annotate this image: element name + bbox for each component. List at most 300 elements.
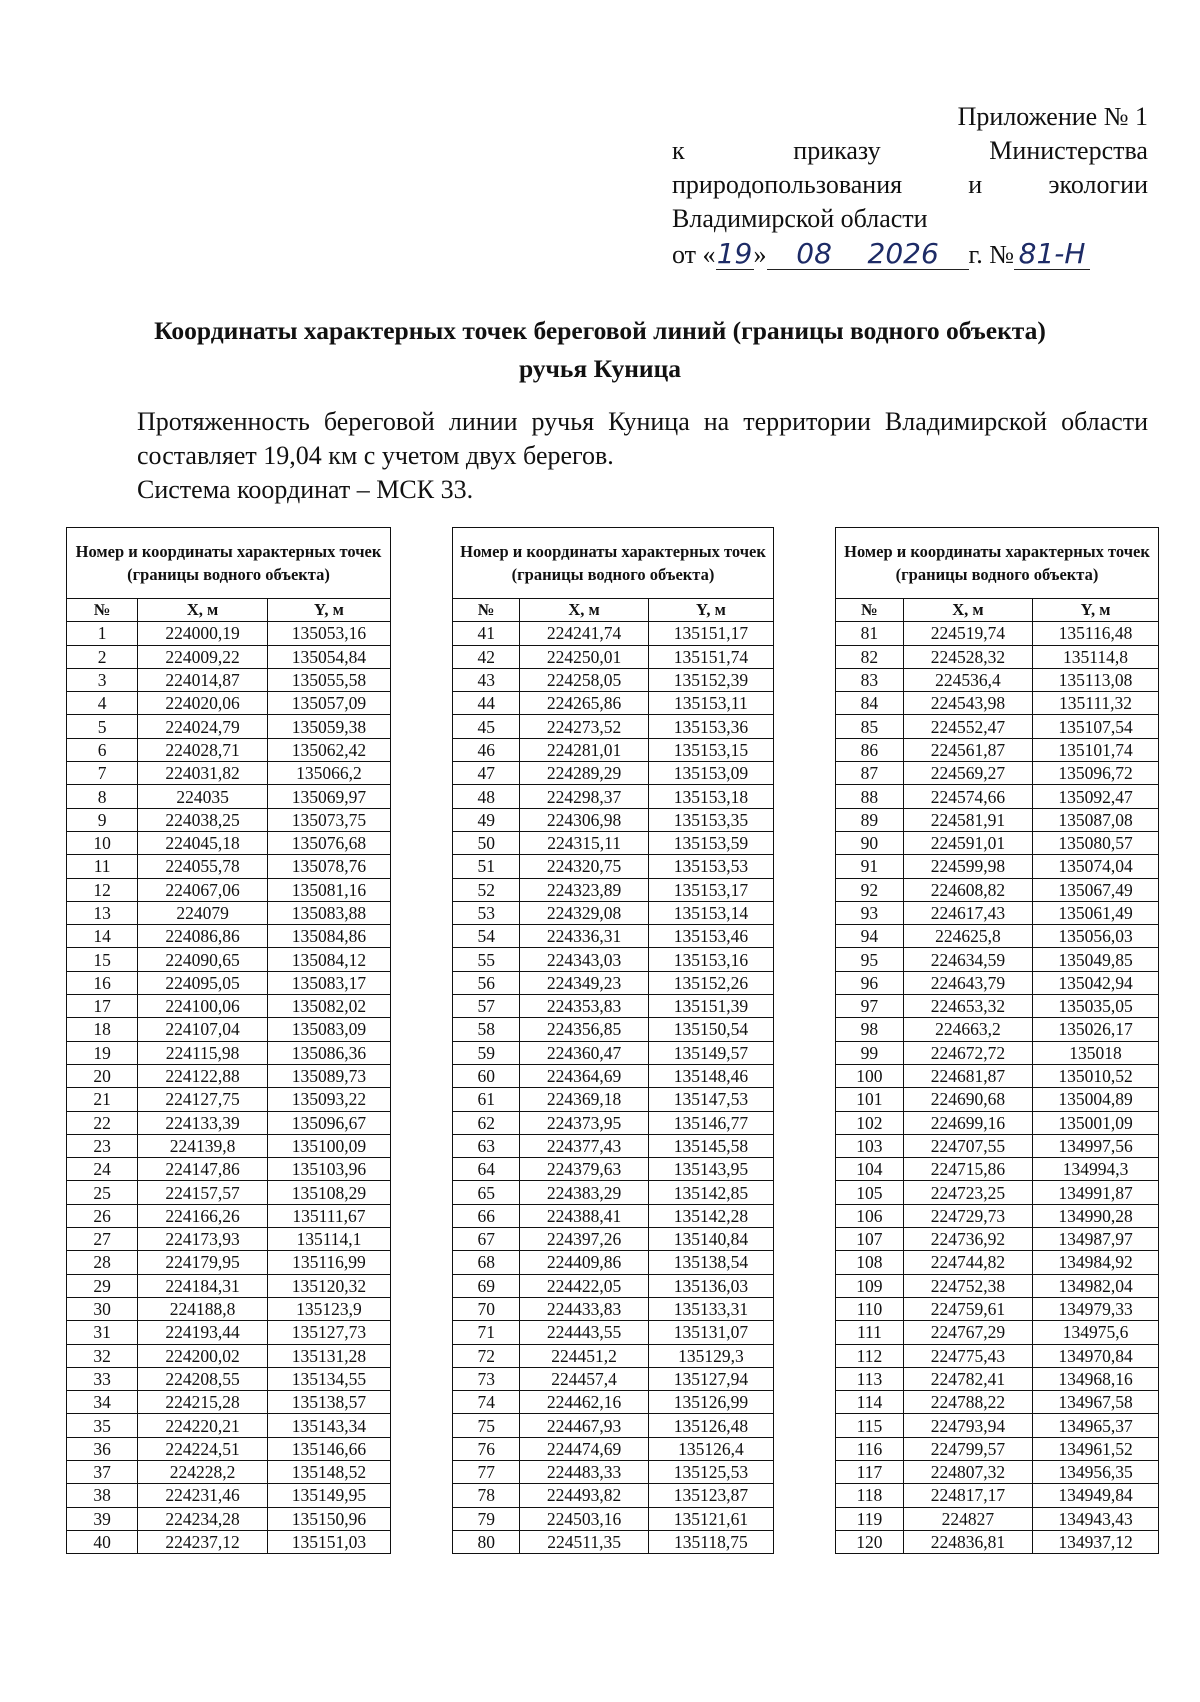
y-coordinate-cell: 135151,03 [267, 1530, 390, 1553]
table-row [67, 878, 391, 901]
x-coordinate-cell: 224377,43 [520, 1134, 648, 1157]
y-coordinate-cell: 135153,36 [648, 715, 773, 738]
y-coordinate-cell: 135123,87 [648, 1484, 773, 1507]
x-coordinate-cell: 224561,87 [903, 738, 1032, 761]
table-row [836, 808, 1159, 831]
y-coordinate-cell: 135082,02 [267, 995, 390, 1018]
table-row [67, 1484, 391, 1507]
point-number-cell: 36 [67, 1437, 138, 1460]
point-number-cell: 96 [836, 971, 904, 994]
coordinates-table-1 [66, 527, 391, 1554]
order-number-handwritten: 81-Н [1014, 239, 1090, 270]
y-coordinate-cell: 135111,32 [1033, 692, 1159, 715]
x-coordinate-cell: 224234,28 [138, 1507, 268, 1530]
x-coordinate-cell: 224775,43 [903, 1344, 1032, 1367]
y-coordinate-cell: 135054,84 [267, 645, 390, 668]
point-number-cell: 4 [67, 692, 138, 715]
appendix-label: Приложение № 1 [957, 102, 1148, 131]
table-row [67, 1530, 391, 1553]
x-coordinate-cell: 224184,31 [138, 1274, 268, 1297]
point-number-cell: 75 [453, 1414, 520, 1437]
title-line-2: ручья Куница [518, 354, 682, 383]
point-number-cell: 3 [67, 668, 138, 691]
column-x-header: X, м [138, 599, 268, 622]
table-row [453, 1344, 774, 1367]
y-coordinate-cell: 135084,86 [267, 925, 390, 948]
table-row [836, 1134, 1159, 1157]
y-coordinate-cell: 135127,94 [648, 1367, 773, 1390]
order-year: 2026 [867, 237, 939, 270]
point-number-cell: 65 [453, 1181, 520, 1204]
point-number-cell: 7 [67, 762, 138, 785]
x-coordinate-cell: 224127,75 [138, 1088, 268, 1111]
column-y-header: Y, м [648, 599, 773, 622]
x-coordinate-cell: 224215,28 [138, 1391, 268, 1414]
x-coordinate-cell: 224356,85 [520, 1018, 648, 1041]
y-coordinate-cell: 135151,17 [648, 622, 773, 645]
x-coordinate-cell: 224608,82 [903, 878, 1032, 901]
table-row [836, 1064, 1159, 1087]
point-number-cell: 39 [67, 1507, 138, 1530]
point-number-cell: 74 [453, 1391, 520, 1414]
point-number-cell: 107 [836, 1228, 904, 1251]
point-number-cell: 22 [67, 1111, 138, 1134]
point-number-cell: 119 [836, 1507, 904, 1530]
point-number-cell: 66 [453, 1204, 520, 1227]
column-x-header: X, м [903, 599, 1032, 622]
point-number-cell: 87 [836, 762, 904, 785]
y-coordinate-cell: 135136,03 [648, 1274, 773, 1297]
y-coordinate-cell: 135073,75 [267, 808, 390, 831]
point-number-cell: 10 [67, 831, 138, 854]
x-coordinate-cell: 224095,05 [138, 971, 268, 994]
point-number-cell: 98 [836, 1018, 904, 1041]
table-row [836, 1297, 1159, 1320]
y-coordinate-cell: 134994,3 [1033, 1158, 1159, 1181]
y-coordinate-cell: 135146,77 [648, 1111, 773, 1134]
description-text: Протяженность береговой линии ручья Куница на территории Владимирской области составляет 19,04 км с учетом двух берегов. [137, 407, 1148, 470]
x-coordinate-cell: 224729,73 [903, 1204, 1032, 1227]
appendix-word: приказу [793, 136, 881, 165]
x-coordinate-cell: 224157,57 [138, 1181, 268, 1204]
table-row [67, 971, 391, 994]
table-row [453, 1181, 774, 1204]
table-row [836, 785, 1159, 808]
table-row [453, 855, 774, 878]
y-coordinate-cell: 135153,09 [648, 762, 773, 785]
x-coordinate-cell: 224228,2 [138, 1460, 268, 1483]
x-coordinate-cell: 224457,4 [520, 1367, 648, 1390]
y-coordinate-cell: 135143,95 [648, 1158, 773, 1181]
x-coordinate-cell: 224591,01 [903, 831, 1032, 854]
x-coordinate-cell: 224115,98 [138, 1041, 268, 1064]
table-row [836, 831, 1159, 854]
x-coordinate-cell: 224122,88 [138, 1064, 268, 1087]
x-coordinate-cell: 224349,23 [520, 971, 648, 994]
x-coordinate-cell: 224265,86 [520, 692, 648, 715]
y-coordinate-cell: 135001,09 [1033, 1111, 1159, 1134]
table-row [836, 1158, 1159, 1181]
y-coordinate-cell: 134968,16 [1033, 1367, 1159, 1390]
y-coordinate-cell: 135153,59 [648, 831, 773, 854]
point-number-cell: 78 [453, 1484, 520, 1507]
table-row [453, 1367, 774, 1390]
point-number-cell: 51 [453, 855, 520, 878]
table-row [67, 1134, 391, 1157]
y-coordinate-cell: 135134,55 [267, 1367, 390, 1390]
table-row [836, 1321, 1159, 1344]
table-row [836, 1391, 1159, 1414]
x-coordinate-cell: 224625,8 [903, 925, 1032, 948]
point-number-cell: 57 [453, 995, 520, 1018]
point-number-cell: 77 [453, 1460, 520, 1483]
table-row [67, 901, 391, 924]
point-number-cell: 50 [453, 831, 520, 854]
point-number-cell: 93 [836, 901, 904, 924]
table-row [453, 738, 774, 761]
point-number-cell: 52 [453, 878, 520, 901]
y-coordinate-cell: 135107,54 [1033, 715, 1159, 738]
point-number-cell: 43 [453, 668, 520, 691]
table-row [67, 1088, 391, 1111]
point-number-cell: 6 [67, 738, 138, 761]
y-coordinate-cell: 135059,38 [267, 715, 390, 738]
y-coordinate-cell: 134970,84 [1033, 1344, 1159, 1367]
table-row [836, 1484, 1159, 1507]
y-coordinate-cell: 135126,48 [648, 1414, 773, 1437]
table-row [67, 1367, 391, 1390]
table-row [836, 1367, 1159, 1390]
x-coordinate-cell: 224028,71 [138, 738, 268, 761]
y-coordinate-cell: 135057,09 [267, 692, 390, 715]
table-row [67, 668, 391, 691]
y-coordinate-cell: 135120,32 [267, 1274, 390, 1297]
table-row [453, 715, 774, 738]
point-number-cell: 67 [453, 1228, 520, 1251]
y-coordinate-cell: 134965,37 [1033, 1414, 1159, 1437]
y-coordinate-cell: 135153,11 [648, 692, 773, 715]
point-number-cell: 88 [836, 785, 904, 808]
x-coordinate-cell: 224817,17 [903, 1484, 1032, 1507]
x-coordinate-cell: 224364,69 [520, 1064, 648, 1087]
table-row [453, 1507, 774, 1530]
point-number-cell: 90 [836, 831, 904, 854]
y-coordinate-cell: 134975,6 [1033, 1321, 1159, 1344]
y-coordinate-cell: 135150,96 [267, 1507, 390, 1530]
table-row [836, 1018, 1159, 1041]
point-number-cell: 31 [67, 1321, 138, 1344]
x-coordinate-cell: 224055,78 [138, 855, 268, 878]
table-row [67, 1158, 391, 1181]
x-coordinate-cell: 224483,33 [520, 1460, 648, 1483]
point-number-cell: 82 [836, 645, 904, 668]
order-mid: » [753, 240, 767, 269]
table-row [836, 878, 1159, 901]
order-g: г. № [968, 240, 1015, 269]
appendix-line-1 [672, 100, 1148, 134]
table-header: Номер и координаты характерных точек (границы водного объекта) [67, 528, 391, 599]
point-number-cell: 23 [67, 1134, 138, 1157]
point-number-cell: 70 [453, 1297, 520, 1320]
x-coordinate-cell: 224451,2 [520, 1344, 648, 1367]
x-coordinate-cell: 224258,05 [520, 668, 648, 691]
y-coordinate-cell: 135152,26 [648, 971, 773, 994]
x-coordinate-cell: 224617,43 [903, 901, 1032, 924]
appendix-region: Владимирской области [672, 204, 928, 233]
table-row [836, 1228, 1159, 1251]
coordinates-table-3 [835, 527, 1159, 1554]
point-number-cell: 91 [836, 855, 904, 878]
table-row [453, 1204, 774, 1227]
x-coordinate-cell: 224397,26 [520, 1228, 648, 1251]
point-number-cell: 72 [453, 1344, 520, 1367]
point-number-cell: 64 [453, 1158, 520, 1181]
table-row [67, 1041, 391, 1064]
x-coordinate-cell: 224663,2 [903, 1018, 1032, 1041]
x-coordinate-cell: 224220,21 [138, 1414, 268, 1437]
y-coordinate-cell: 135074,04 [1033, 855, 1159, 878]
point-number-cell: 47 [453, 762, 520, 785]
y-coordinate-cell: 135149,57 [648, 1041, 773, 1064]
x-coordinate-cell: 224343,03 [520, 948, 648, 971]
x-coordinate-cell: 224511,35 [520, 1530, 648, 1553]
point-number-cell: 86 [836, 738, 904, 761]
point-number-cell: 15 [67, 948, 138, 971]
table-row [453, 1321, 774, 1344]
y-coordinate-cell: 135100,09 [267, 1134, 390, 1157]
point-number-cell: 48 [453, 785, 520, 808]
description [137, 405, 1148, 507]
table-row [836, 645, 1159, 668]
y-coordinate-cell: 135153,16 [648, 948, 773, 971]
y-coordinate-cell: 135131,07 [648, 1321, 773, 1344]
y-coordinate-cell: 135129,3 [648, 1344, 773, 1367]
y-coordinate-cell: 134982,04 [1033, 1274, 1159, 1297]
table-row [453, 1041, 774, 1064]
x-coordinate-cell: 224574,66 [903, 785, 1032, 808]
column-x-header: X, м [520, 599, 648, 622]
point-number-cell: 1 [67, 622, 138, 645]
y-coordinate-cell: 134990,28 [1033, 1204, 1159, 1227]
y-coordinate-cell: 135150,54 [648, 1018, 773, 1041]
point-number-cell: 41 [453, 622, 520, 645]
x-coordinate-cell: 224353,83 [520, 995, 648, 1018]
x-coordinate-cell: 224231,46 [138, 1484, 268, 1507]
point-number-cell: 103 [836, 1134, 904, 1157]
x-coordinate-cell: 224250,01 [520, 645, 648, 668]
x-coordinate-cell: 224519,74 [903, 622, 1032, 645]
order-day-handwritten: 19 [716, 237, 753, 270]
point-number-cell: 34 [67, 1391, 138, 1414]
table-row [453, 1484, 774, 1507]
point-number-cell: 117 [836, 1460, 904, 1483]
y-coordinate-cell: 135151,39 [648, 995, 773, 1018]
point-number-cell: 80 [453, 1530, 520, 1553]
y-coordinate-cell: 135101,74 [1033, 738, 1159, 761]
y-coordinate-cell: 135111,67 [267, 1204, 390, 1227]
x-coordinate-cell: 224208,55 [138, 1367, 268, 1390]
table-row [67, 995, 391, 1018]
table-row [453, 1460, 774, 1483]
point-number-cell: 73 [453, 1367, 520, 1390]
x-coordinate-cell: 224699,16 [903, 1111, 1032, 1134]
table-row [453, 1018, 774, 1041]
table-row [67, 715, 391, 738]
table-body [453, 622, 774, 1554]
table-row [836, 1530, 1159, 1553]
point-number-cell: 8 [67, 785, 138, 808]
order-prefix: от « [672, 240, 716, 269]
table-row [453, 785, 774, 808]
table-row [836, 668, 1159, 691]
point-number-cell: 68 [453, 1251, 520, 1274]
point-number-cell: 13 [67, 901, 138, 924]
table-row [836, 692, 1159, 715]
y-coordinate-cell: 135084,12 [267, 948, 390, 971]
table-row [453, 1274, 774, 1297]
y-coordinate-cell: 135153,35 [648, 808, 773, 831]
table-row [453, 645, 774, 668]
table-row [453, 971, 774, 994]
table-row [453, 762, 774, 785]
table-row [67, 1204, 391, 1227]
y-coordinate-cell: 135081,16 [267, 878, 390, 901]
point-number-cell: 58 [453, 1018, 520, 1041]
table-row [67, 1460, 391, 1483]
point-number-cell: 69 [453, 1274, 520, 1297]
table-row [67, 738, 391, 761]
x-coordinate-cell: 224107,04 [138, 1018, 268, 1041]
table-row [67, 831, 391, 854]
y-coordinate-cell: 135148,52 [267, 1460, 390, 1483]
y-coordinate-cell: 134949,84 [1033, 1484, 1159, 1507]
point-number-cell: 110 [836, 1297, 904, 1320]
point-number-cell: 100 [836, 1064, 904, 1087]
point-number-cell: 106 [836, 1204, 904, 1227]
point-number-cell: 63 [453, 1134, 520, 1157]
point-number-cell: 118 [836, 1484, 904, 1507]
y-coordinate-cell: 135096,67 [267, 1111, 390, 1134]
y-coordinate-cell: 135133,31 [648, 1297, 773, 1320]
x-coordinate-cell: 224767,29 [903, 1321, 1032, 1344]
y-coordinate-cell: 135148,46 [648, 1064, 773, 1087]
x-coordinate-cell: 224139,8 [138, 1134, 268, 1157]
x-coordinate-cell: 224653,32 [903, 995, 1032, 1018]
point-number-cell: 115 [836, 1414, 904, 1437]
y-coordinate-cell: 135121,61 [648, 1507, 773, 1530]
x-coordinate-cell: 224422,05 [520, 1274, 648, 1297]
y-coordinate-cell: 135083,09 [267, 1018, 390, 1041]
y-coordinate-cell: 135149,95 [267, 1484, 390, 1507]
y-coordinate-cell: 135096,72 [1033, 762, 1159, 785]
x-coordinate-cell: 224188,8 [138, 1297, 268, 1320]
y-coordinate-cell: 135086,36 [267, 1041, 390, 1064]
x-coordinate-cell: 224281,01 [520, 738, 648, 761]
table-body [67, 622, 391, 1554]
x-coordinate-cell: 224369,18 [520, 1088, 648, 1111]
point-number-cell: 2 [67, 645, 138, 668]
point-number-cell: 21 [67, 1088, 138, 1111]
x-coordinate-cell: 224224,51 [138, 1437, 268, 1460]
point-number-cell: 76 [453, 1437, 520, 1460]
y-coordinate-cell: 135125,53 [648, 1460, 773, 1483]
column-number-header: № [453, 599, 520, 622]
x-coordinate-cell: 224090,65 [138, 948, 268, 971]
y-coordinate-cell: 135153,46 [648, 925, 773, 948]
point-number-cell: 120 [836, 1530, 904, 1553]
y-coordinate-cell: 134943,43 [1033, 1507, 1159, 1530]
x-coordinate-cell: 224166,26 [138, 1204, 268, 1227]
point-number-cell: 92 [836, 878, 904, 901]
x-coordinate-cell: 224707,55 [903, 1134, 1032, 1157]
point-number-cell: 24 [67, 1158, 138, 1181]
table-row [67, 1344, 391, 1367]
point-number-cell: 95 [836, 948, 904, 971]
table-row [836, 1251, 1159, 1274]
y-coordinate-cell: 135126,4 [648, 1437, 773, 1460]
point-number-cell: 18 [67, 1018, 138, 1041]
order-date-line [672, 238, 1148, 272]
point-number-cell: 55 [453, 948, 520, 971]
table-row [836, 1041, 1159, 1064]
x-coordinate-cell: 224543,98 [903, 692, 1032, 715]
x-coordinate-cell: 224474,69 [520, 1437, 648, 1460]
x-coordinate-cell: 224383,29 [520, 1181, 648, 1204]
y-coordinate-cell: 135116,99 [267, 1251, 390, 1274]
y-coordinate-cell: 135066,2 [267, 762, 390, 785]
y-coordinate-cell: 135056,03 [1033, 925, 1159, 948]
table-row [453, 622, 774, 645]
y-coordinate-cell: 135067,49 [1033, 878, 1159, 901]
appendix-word: Министерства [989, 136, 1148, 165]
table-row [453, 1088, 774, 1111]
y-coordinate-cell: 135153,15 [648, 738, 773, 761]
y-coordinate-cell: 134991,87 [1033, 1181, 1159, 1204]
y-coordinate-cell: 135140,84 [648, 1228, 773, 1251]
x-coordinate-cell: 224038,25 [138, 808, 268, 831]
y-coordinate-cell: 135083,17 [267, 971, 390, 994]
x-coordinate-cell: 224086,86 [138, 925, 268, 948]
y-coordinate-cell: 135103,96 [267, 1158, 390, 1181]
table-row [836, 948, 1159, 971]
x-coordinate-cell: 224306,98 [520, 808, 648, 831]
x-coordinate-cell: 224643,79 [903, 971, 1032, 994]
x-coordinate-cell: 224503,16 [520, 1507, 648, 1530]
x-coordinate-cell: 224634,59 [903, 948, 1032, 971]
x-coordinate-cell: 224020,06 [138, 692, 268, 715]
y-coordinate-cell: 135116,48 [1033, 622, 1159, 645]
y-coordinate-cell: 134997,56 [1033, 1134, 1159, 1157]
table-row [453, 948, 774, 971]
point-number-cell: 109 [836, 1274, 904, 1297]
table-row [836, 1437, 1159, 1460]
point-number-cell: 45 [453, 715, 520, 738]
table-row [453, 925, 774, 948]
point-number-cell: 62 [453, 1111, 520, 1134]
y-coordinate-cell: 135010,52 [1033, 1064, 1159, 1087]
point-number-cell: 116 [836, 1437, 904, 1460]
x-coordinate-cell: 224536,4 [903, 668, 1032, 691]
table-row [67, 785, 391, 808]
table-row [67, 948, 391, 971]
column-y-header: Y, м [267, 599, 390, 622]
y-coordinate-cell: 135145,58 [648, 1134, 773, 1157]
table-row [836, 901, 1159, 924]
x-coordinate-cell: 224788,22 [903, 1391, 1032, 1414]
table-row [67, 1437, 391, 1460]
x-coordinate-cell: 224237,12 [138, 1530, 268, 1553]
point-number-cell: 108 [836, 1251, 904, 1274]
